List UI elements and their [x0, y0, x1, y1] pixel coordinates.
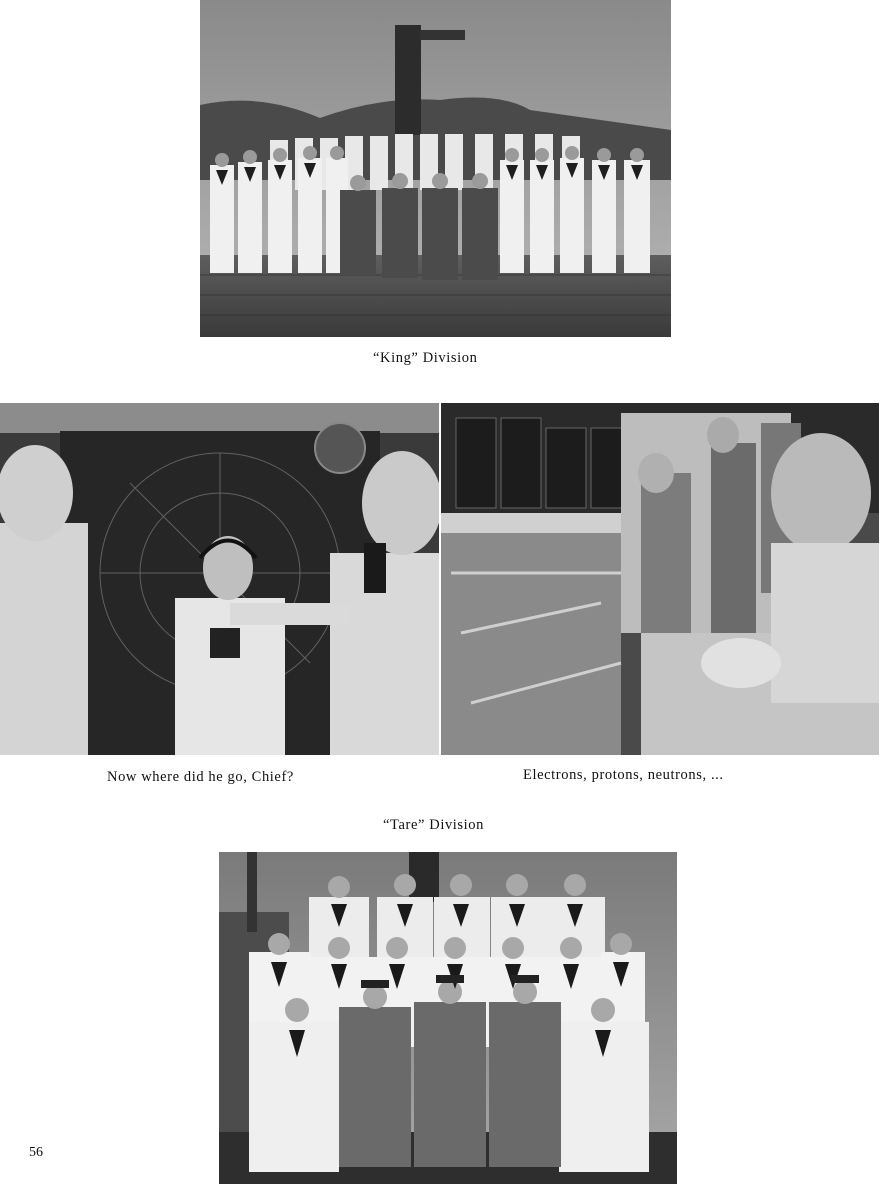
king-division-group-image: [200, 0, 671, 337]
tare-division-group-image: [219, 852, 677, 1184]
photo-tare-division: [219, 852, 677, 1184]
page-number: 56: [29, 1145, 43, 1160]
caption-king-division: “King” Division: [373, 350, 478, 366]
caption-electrons: Electrons, protons, neutrons, ...: [523, 767, 724, 783]
photo-electronics-shop: [441, 403, 879, 755]
caption-chief: Now where did he go, Chief?: [107, 769, 294, 785]
photo-king-division: [200, 0, 671, 337]
plot-room-image: [0, 403, 439, 755]
photo-plot-room: [0, 403, 439, 755]
caption-tare-division: “Tare” Division: [383, 817, 484, 833]
electronics-shop-image: [441, 403, 879, 755]
